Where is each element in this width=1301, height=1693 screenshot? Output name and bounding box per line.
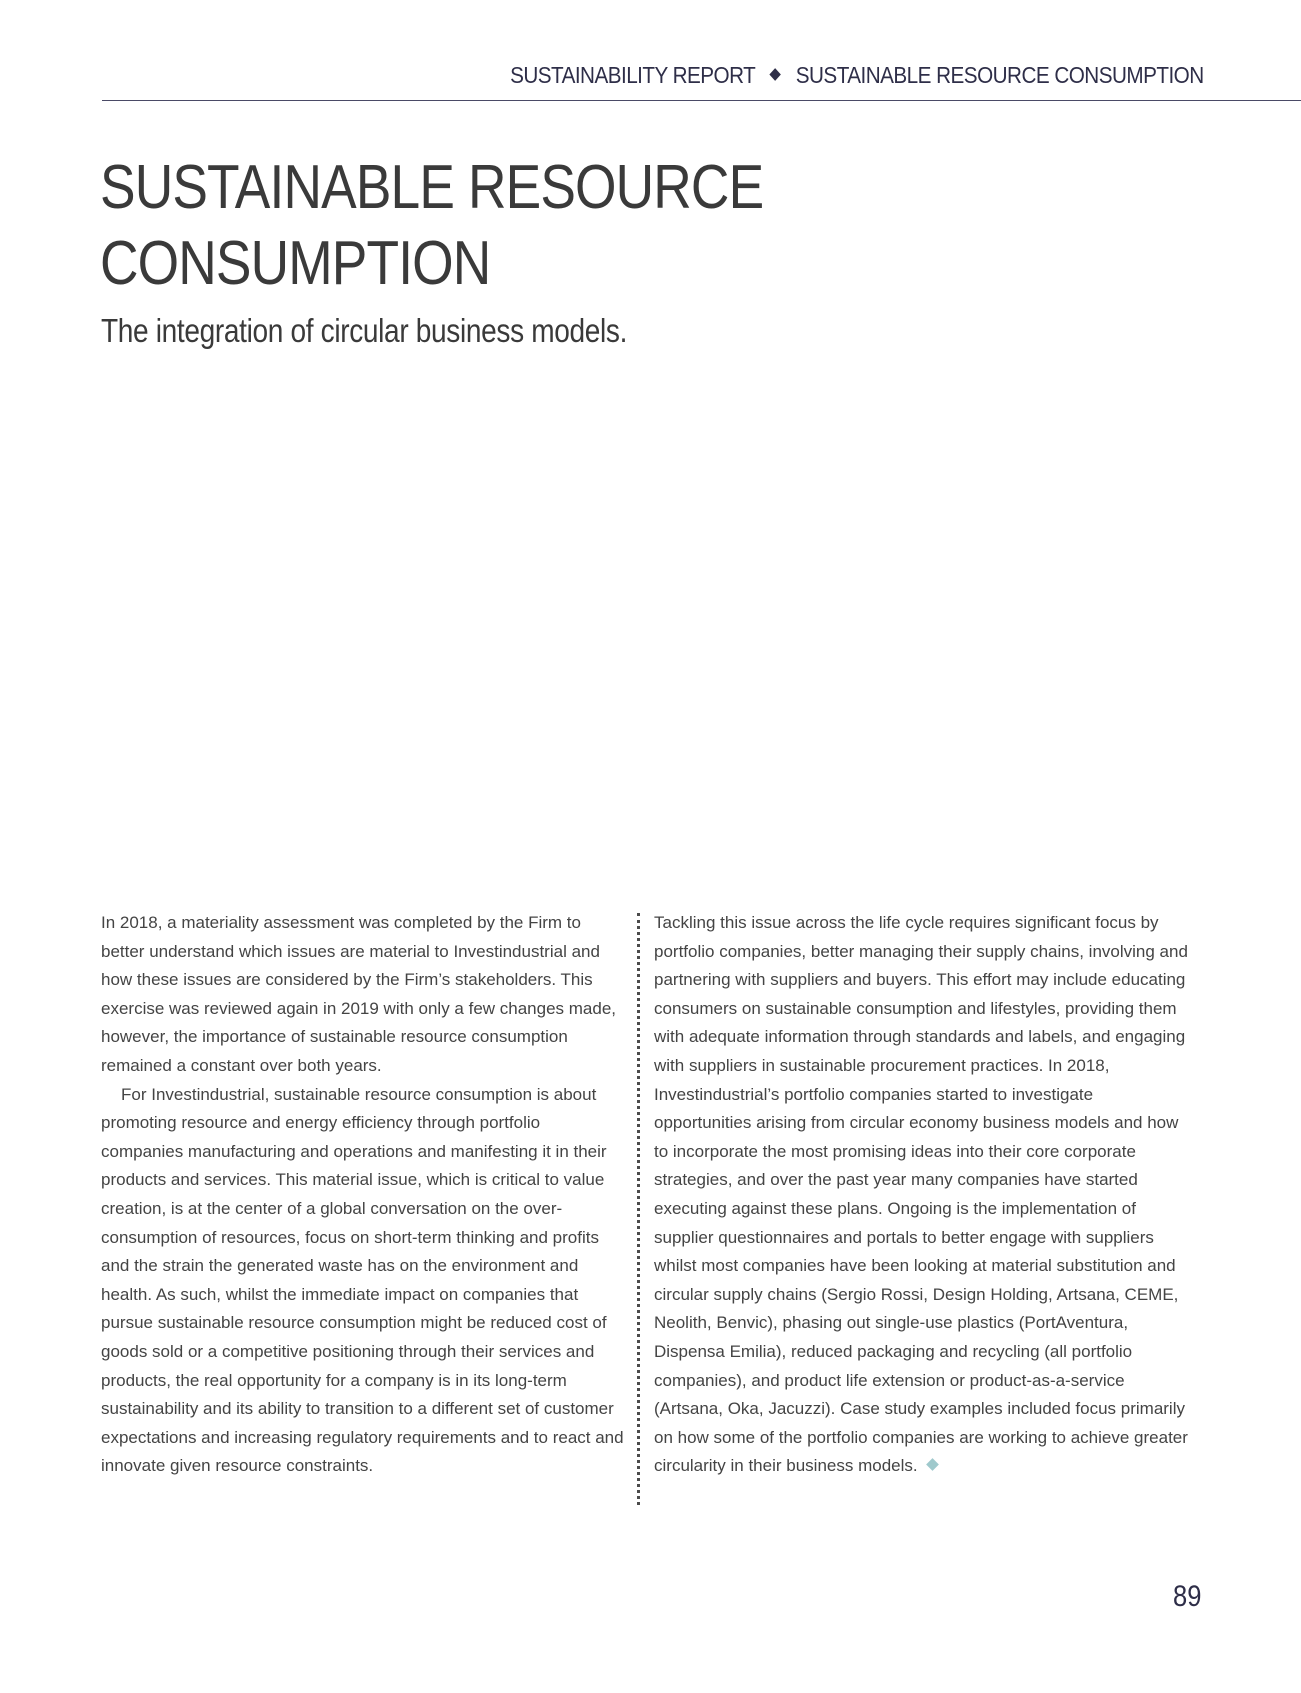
diamond-separator-icon bbox=[770, 69, 781, 82]
body-paragraph bbox=[654, 909, 1190, 1481]
body-column-left bbox=[101, 909, 627, 1481]
page-subtitle: The integration of circular business models. bbox=[101, 312, 628, 349]
end-of-article-diamond-icon bbox=[926, 1458, 939, 1471]
running-header bbox=[510, 62, 1204, 89]
column-divider bbox=[637, 913, 640, 1505]
header-rule bbox=[102, 100, 1301, 101]
page-title-line-2: CONSUMPTION bbox=[100, 229, 491, 298]
header-section-name: SUSTAINABLE RESOURCE CONSUMPTION bbox=[796, 62, 1204, 88]
body-paragraph: In 2018, a materiality assessment was completed by the Firm to better understand which issues are material to Investindustrial and how these issues are considered by the Firm’s stakeholders. This exercise was reviewed again in 2019 with only a few changes made, however, the importance of sustainable resource consumption remained a constant over both years. bbox=[101, 913, 617, 1075]
body-paragraph-text: Tackling this issue across the life cycle requires significant focus by portfolio companies, better managing their supply chains, involving and partnering with suppliers and buyers. This effort may include educating consumers on sustainable consumption and lifestyles, providing them with adequate information through standards and labels, and engaging with suppliers in sustainable procurement practices. In 2018, Investindustrial’s portfolio companies started to investigate opportunities arising from circular economy business models and how to incorporate the most promising ideas into their core corporate strategies, and over the past year many companies have started executing against these plans. Ongoing is the implementation of supplier questionnaires and portals to better engage with suppliers whilst most companies have been looking at material substitution and circular supply chains (Sergio Rossi, Design Holding, Artsana, CEME, Neolith, Benvic), phasing out single-use plastics (PortAventura, Dispensa Emilia), reduced packaging and recycling (all portfolio companies), and product life extension or product-as-a-service (Artsana, Oka, Jacuzzi). Case study examples included focus primarily on how some of the portfolio companies are working to achieve greater circularity in their business models. bbox=[654, 913, 1188, 1476]
page-number: 89 bbox=[1172, 1580, 1201, 1613]
body-column-right bbox=[654, 909, 1190, 1481]
body-paragraph: For Investindustrial, sustainable resource consumption is about promoting resource and energy efficiency through portfolio companies manufacturing and operations and manifesting it in their products and services. This material issue, which is critical to value creation, is at the center of a global conversation on the over-consumption of resources, focus on short-term thinking and profits and the strain the generated waste has on the environment and health. As such, whilst the immediate impact on companies that pursue sustainable resource consumption might be reduced cost of goods sold or a competitive positioning through their services and products, the real opportunity for a company is in its long-term sustainability and its ability to transition to a different set of customer expectations and increasing regulatory requirements and to react and innovate given resource constraints. bbox=[101, 1084, 624, 1476]
page-title-line-1: SUSTAINABLE RESOURCE bbox=[100, 153, 764, 222]
header-report-name: SUSTAINABILITY REPORT bbox=[510, 62, 756, 88]
page-title bbox=[100, 150, 763, 302]
